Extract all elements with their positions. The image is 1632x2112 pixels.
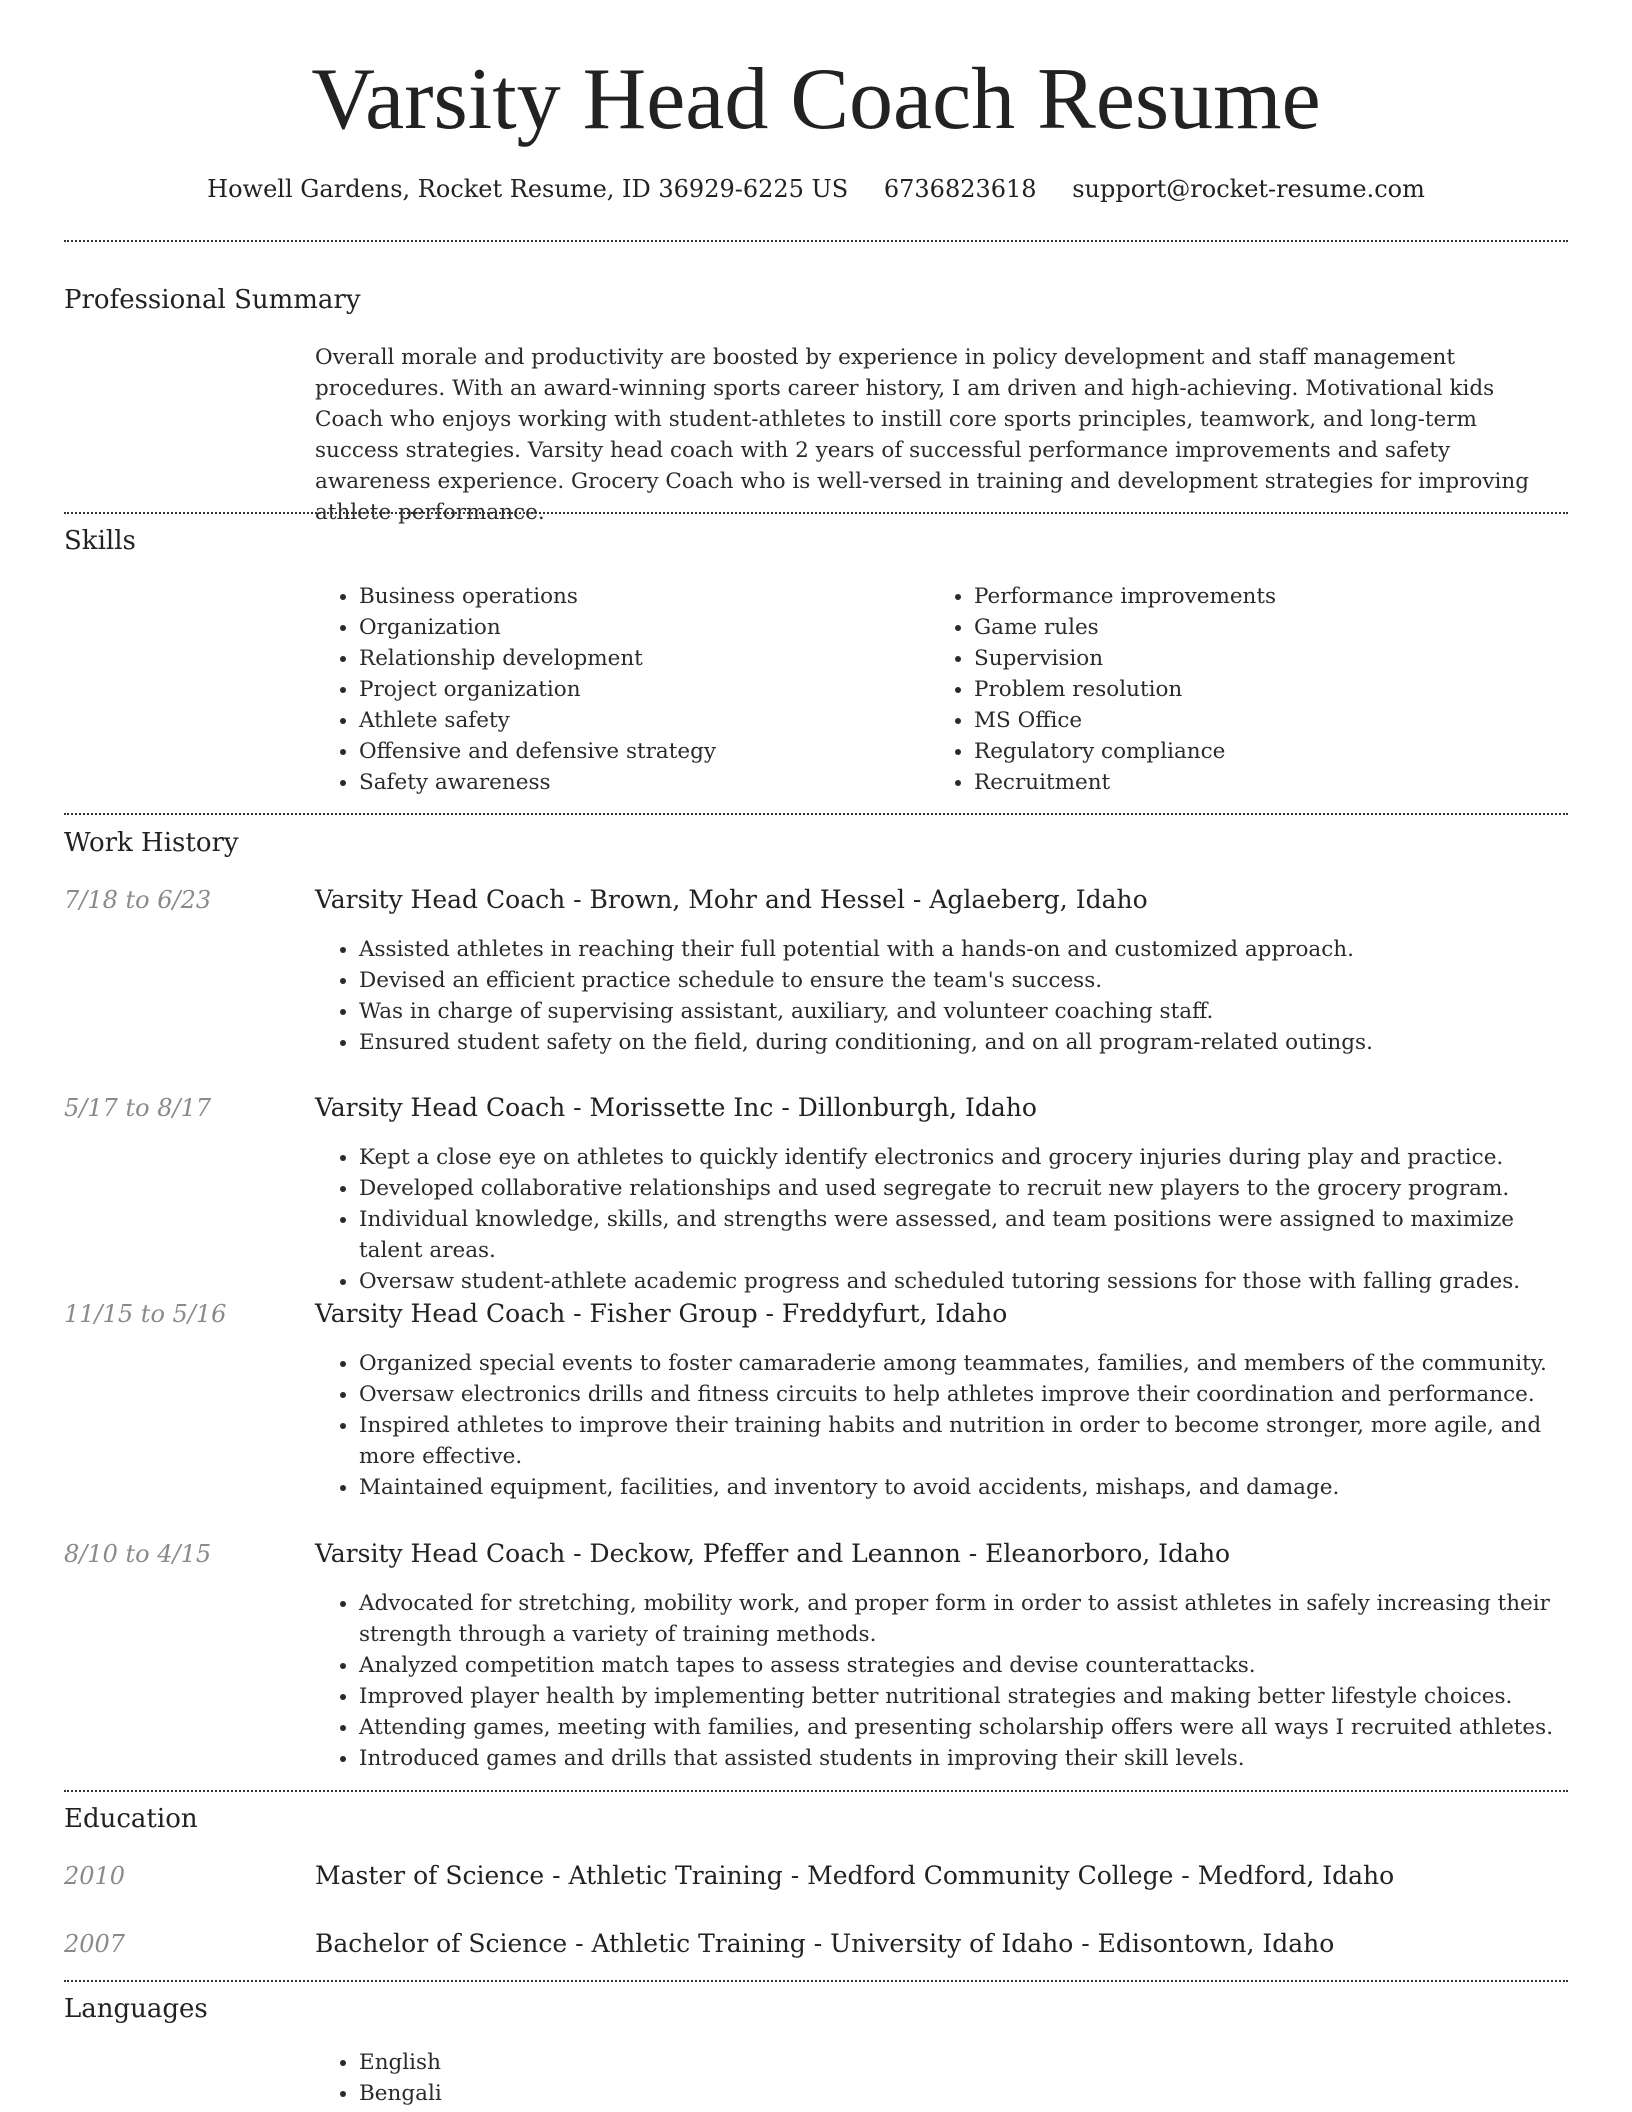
- divider: [64, 1980, 1568, 1982]
- duty-item: • Oversaw student-athlete academic progress and scheduled tutoring sessions for those with falling grades.: [359, 1266, 1565, 1297]
- job-dates: 8/10 to 4/15: [64, 1540, 212, 1568]
- skill-item: • Regulatory compliance: [974, 736, 1550, 767]
- job-title: Varsity Head Coach - Fisher Group - Freddyfurt, Idaho: [315, 1299, 1008, 1328]
- duty-item: • Oversaw electronics drills and fitness circuits to help athletes improve their coordination and performance.: [359, 1379, 1565, 1410]
- duty-item: • Attending games, meeting with families, and presenting scholarship offers were all ways I recruited athletes.: [359, 1712, 1565, 1743]
- duty-item: • Devised an efficient practice schedule to ensure the team's success.: [359, 965, 1565, 996]
- skill-item: • Offensive and defensive strategy: [359, 736, 915, 767]
- education-degree: Master of Science - Athletic Training - Medford Community College - Medford, Idaho: [315, 1861, 1395, 1890]
- job-title: Varsity Head Coach - Brown, Mohr and Hessel - Aglaeberg, Idaho: [315, 885, 1148, 914]
- divider: [64, 512, 1568, 514]
- duty-item: • Was in charge of supervising assistant, auxiliary, and volunteer coaching staff.: [359, 996, 1565, 1027]
- skill-item: • Game rules: [974, 612, 1550, 643]
- contact-email: support@rocket-resume.com: [1072, 175, 1425, 203]
- section-heading-work: Work History: [64, 828, 239, 858]
- education-degree: Bachelor of Science - Athletic Training - University of Idaho - Edisontown, Idaho: [315, 1929, 1335, 1958]
- duty-item: • Advocated for stretching, mobility work, and proper form in order to assist athletes in safely increasing their strength through a variety of training methods.: [359, 1588, 1565, 1650]
- section-heading-languages: Languages: [64, 1994, 208, 2024]
- duty-item: • Ensured student safety on the field, during conditioning, and on all program-related outings.: [359, 1027, 1565, 1058]
- skill-item: • Athlete safety: [359, 705, 915, 736]
- skill-item: • Performance improvements: [974, 581, 1550, 612]
- job-duties: [315, 934, 1565, 1058]
- job-title: Varsity Head Coach - Deckow, Pfeffer and Leannon - Eleanorboro, Idaho: [315, 1539, 1231, 1568]
- job-duties: [315, 1142, 1565, 1297]
- job-dates: 11/15 to 5/16: [64, 1300, 227, 1328]
- job-title: Varsity Head Coach - Morissette Inc - Dillonburgh, Idaho: [315, 1093, 1037, 1122]
- skill-item: • MS Office: [974, 705, 1550, 736]
- duty-item: • Introduced games and drills that assisted students in improving their skill levels.: [359, 1743, 1565, 1774]
- skill-item: • Problem resolution: [974, 674, 1550, 705]
- language-item: • Bengali: [359, 2078, 1565, 2109]
- section-heading-education: Education: [64, 1804, 198, 1834]
- skill-item: • Safety awareness: [359, 767, 915, 798]
- duty-item: • Maintained equipment, facilities, and inventory to avoid accidents, mishaps, and damage.: [359, 1472, 1565, 1503]
- job-duties: [315, 1588, 1565, 1774]
- resume-title: Varsity Head Coach Resume: [311, 51, 1321, 148]
- contact-line: [0, 172, 1632, 206]
- skill-item: • Organization: [359, 612, 915, 643]
- divider: [64, 813, 1568, 815]
- education-year: 2010: [64, 1862, 126, 1890]
- skill-item: • Supervision: [974, 643, 1550, 674]
- duty-item: • Individual knowledge, skills, and strengths were assessed, and team positions were assigned to maximize talent areas.: [359, 1204, 1565, 1266]
- education-year: 2007: [64, 1930, 126, 1958]
- duty-item: • Organized special events to foster camaraderie among teammates, families, and members of the community.: [359, 1348, 1565, 1379]
- skills-column-right: [930, 581, 1550, 798]
- divider: [64, 1790, 1568, 1792]
- summary-text: Overall morale and productivity are boosted by experience in policy development and staff management procedures. With an award-winning sports career history, I am driven and high-achieving. Motivational kids Coach who enjoys working with student-athletes to instill core sports principles, teamwork, and long-term success strategies. Varsity head coach with 2 years of successful performance improvements and safety awareness experience. Grocery Coach who is well-versed in training and development strategies for improving athlete performance.: [315, 345, 1530, 525]
- job-dates: 5/17 to 8/17: [64, 1094, 212, 1122]
- job-dates: 7/18 to 6/23: [64, 886, 212, 914]
- divider: [64, 240, 1568, 242]
- duty-item: • Assisted athletes in reaching their full potential with a hands-on and customized approach.: [359, 934, 1565, 965]
- duty-item: • Developed collaborative relationships and used segregate to recruit new players to the grocery program.: [359, 1173, 1565, 1204]
- skill-item: • Recruitment: [974, 767, 1550, 798]
- skill-item: • Project organization: [359, 674, 915, 705]
- duty-item: • Improved player health by implementing better nutritional strategies and making better lifestyle choices.: [359, 1681, 1565, 1712]
- language-item: • English: [359, 2047, 1565, 2078]
- duty-item: • Inspired athletes to improve their training habits and nutrition in order to become stronger, more agile, and more effective.: [359, 1410, 1565, 1472]
- languages-list: [315, 2047, 1565, 2109]
- contact-address: Howell Gardens, Rocket Resume, ID 36929-6225 US: [207, 175, 849, 203]
- section-heading-skills: Skills: [64, 526, 136, 556]
- skill-item: • Relationship development: [359, 643, 915, 674]
- skill-item: • Business operations: [359, 581, 915, 612]
- skills-column-left: [315, 581, 915, 798]
- duty-item: • Analyzed competition match tapes to assess strategies and devise counterattacks.: [359, 1650, 1565, 1681]
- duty-item: • Kept a close eye on athletes to quickly identify electronics and grocery injuries during play and practice.: [359, 1142, 1565, 1173]
- section-heading-summary: Professional Summary: [64, 285, 361, 315]
- job-duties: [315, 1348, 1565, 1503]
- contact-phone: 6736823618: [883, 175, 1037, 203]
